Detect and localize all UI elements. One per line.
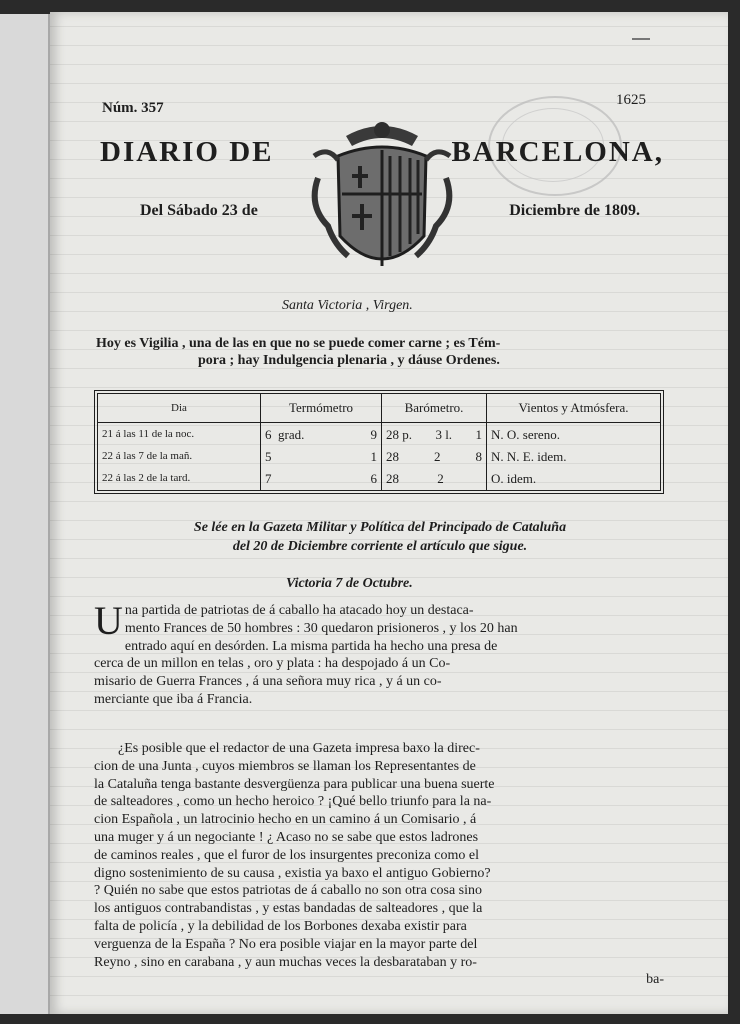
cell-barometro [382, 445, 487, 467]
coat-of-arms-icon [308, 116, 456, 282]
bar-lineas: 2 [434, 449, 441, 465]
weather-table [94, 390, 664, 494]
dateline [140, 202, 640, 220]
issue-number: Núm. 357 [102, 100, 164, 116]
article-paragraph-2 [94, 740, 664, 989]
cell-dia: 21 á las 11 de la noc. [98, 423, 261, 446]
text-line: ¿Es posible que el redactor de una Gazeta impresa baxo la direc- [118, 741, 480, 756]
bar-puntos: 1 [475, 426, 482, 442]
text-line: falta de policía , y la debilidad de los Borbones dexaba existir para [94, 918, 467, 934]
table-row [98, 445, 660, 467]
text-line: cerca de un millon en telas , oro y plata : ha despojado á un Co- [94, 656, 451, 672]
cell-termometro [261, 468, 382, 490]
newspaper-page [50, 12, 728, 1014]
table-row [98, 423, 660, 446]
col-termometro: Termómetro [261, 394, 382, 423]
liturgical-notice [96, 335, 666, 369]
date-left: Del Sábado 23 de [140, 202, 258, 219]
table-header-row [98, 394, 660, 423]
cell-vientos: N. N. E. idem. [491, 449, 567, 465]
cell-vientos: O. idem. [491, 471, 537, 487]
text-line: verguenza de la España ? No era posible viajar en la mayor parte del [94, 936, 478, 952]
text-line: merciante que iba á Francia. [94, 691, 253, 707]
term-value: 7 [265, 471, 272, 487]
cell-termometro [261, 423, 382, 446]
text-line: Reyno , sino en carabana , y aun muchas veces la desbarataban y ro- [94, 954, 477, 970]
saint-of-the-day: Santa Victoria , Virgen. [282, 298, 413, 313]
col-dia: Dia [98, 394, 261, 423]
bar-puntos: 8 [475, 449, 482, 465]
term-fraction: 9 [370, 426, 377, 442]
text-line: cion Española , un latrocinio hecho en un camino á un Comisario , á [94, 812, 477, 828]
cell-barometro [382, 468, 487, 490]
cell-barometro [382, 423, 487, 446]
gazeta-line-1: Se lée en la Gazeta Militar y Política del Principado de Cataluña [193, 520, 567, 535]
text-line: misario de Guerra Frances , á una señora muy rica , y á un co- [94, 674, 442, 690]
text-line: ? Quién no sabe que estos patriotas de á caballo no son otra cosa sino [94, 883, 483, 899]
date-right: Diciembre de 1809. [509, 202, 640, 219]
col-vientos: Vientos y Atmósfera. [487, 394, 661, 423]
col-barometro: Barómetro. [382, 394, 487, 423]
bar-pulgadas: 28 [386, 449, 399, 465]
facing-page-edge [0, 14, 50, 1014]
text-line: de caminos reales , que el furor de los insurgentes preconiza como el [94, 847, 479, 863]
bar-pulgadas: 28 p. [386, 426, 412, 442]
cell-dia: 22 á las 2 de la tard. [98, 468, 261, 490]
gazeta-intro [90, 518, 670, 556]
text-line: digno sostenimiento de su causa , existia ya baxo el antiguo Gobierno? [94, 865, 491, 881]
cell-termometro [261, 445, 382, 467]
notice-line-1: Hoy es Vigilia , una de las en que no se puede comer carne ; es Tém- [96, 336, 501, 351]
cell-vientos: N. O. sereno. [491, 426, 560, 442]
notice-line-2: pora ; hay Indulgencia plenaria , y dáuse Ordenes. [198, 353, 500, 368]
masthead-left: DIARIO DE [100, 136, 274, 168]
text-line: na partida de patriotas de á caballo ha atacado hoy un destaca- [124, 603, 474, 618]
article-paragraph-1 [94, 598, 664, 709]
table-row [98, 468, 660, 490]
text-line: cion de una Junta , cuyos miembros se llaman los Representantes de [94, 758, 476, 774]
page-mark [632, 38, 650, 40]
text-line: entrado aquí en desórden. La misma partida ha hecho una presa de [124, 638, 498, 654]
term-value: 5 [265, 449, 272, 465]
article-dateline: Victoria 7 de Octubre. [286, 576, 413, 591]
catchword: ba- [646, 972, 664, 988]
text-line: de salteadores , como un hecho heroico ? ¡Qué bello triunfo para la na- [94, 794, 492, 810]
bar-lineas: 2 [437, 471, 444, 487]
gazeta-line-2: del 20 de Diciembre corriente el artículo que sigue. [232, 539, 528, 554]
text-line: la Cataluña tenga bastante desvergüenza para publicar una buena suerte [94, 776, 495, 792]
cell-dia: 22 á las 7 de la mañ. [98, 445, 261, 467]
term-value: 6 [265, 426, 272, 442]
bar-lineas: 3 l. [435, 426, 453, 442]
page-number: 1625 [616, 92, 646, 108]
term-fraction: 1 [370, 449, 377, 465]
text-line: los antiguos contrabandistas , y estas bandadas de salteadores , que la [94, 901, 483, 917]
masthead-right: BARCELONA, [451, 136, 664, 168]
term-unit: grad. [278, 426, 305, 442]
text-line: una muger y á un negociante ! ¿ Acaso no se sabe que estos ladrones [94, 829, 479, 845]
text-line: mento Frances de 50 hombres : 30 quedaron prisioneros , y los 20 han [124, 620, 518, 636]
term-fraction: 6 [370, 471, 377, 487]
drop-cap: U [94, 598, 123, 643]
bar-pulgadas: 28 [386, 471, 399, 487]
